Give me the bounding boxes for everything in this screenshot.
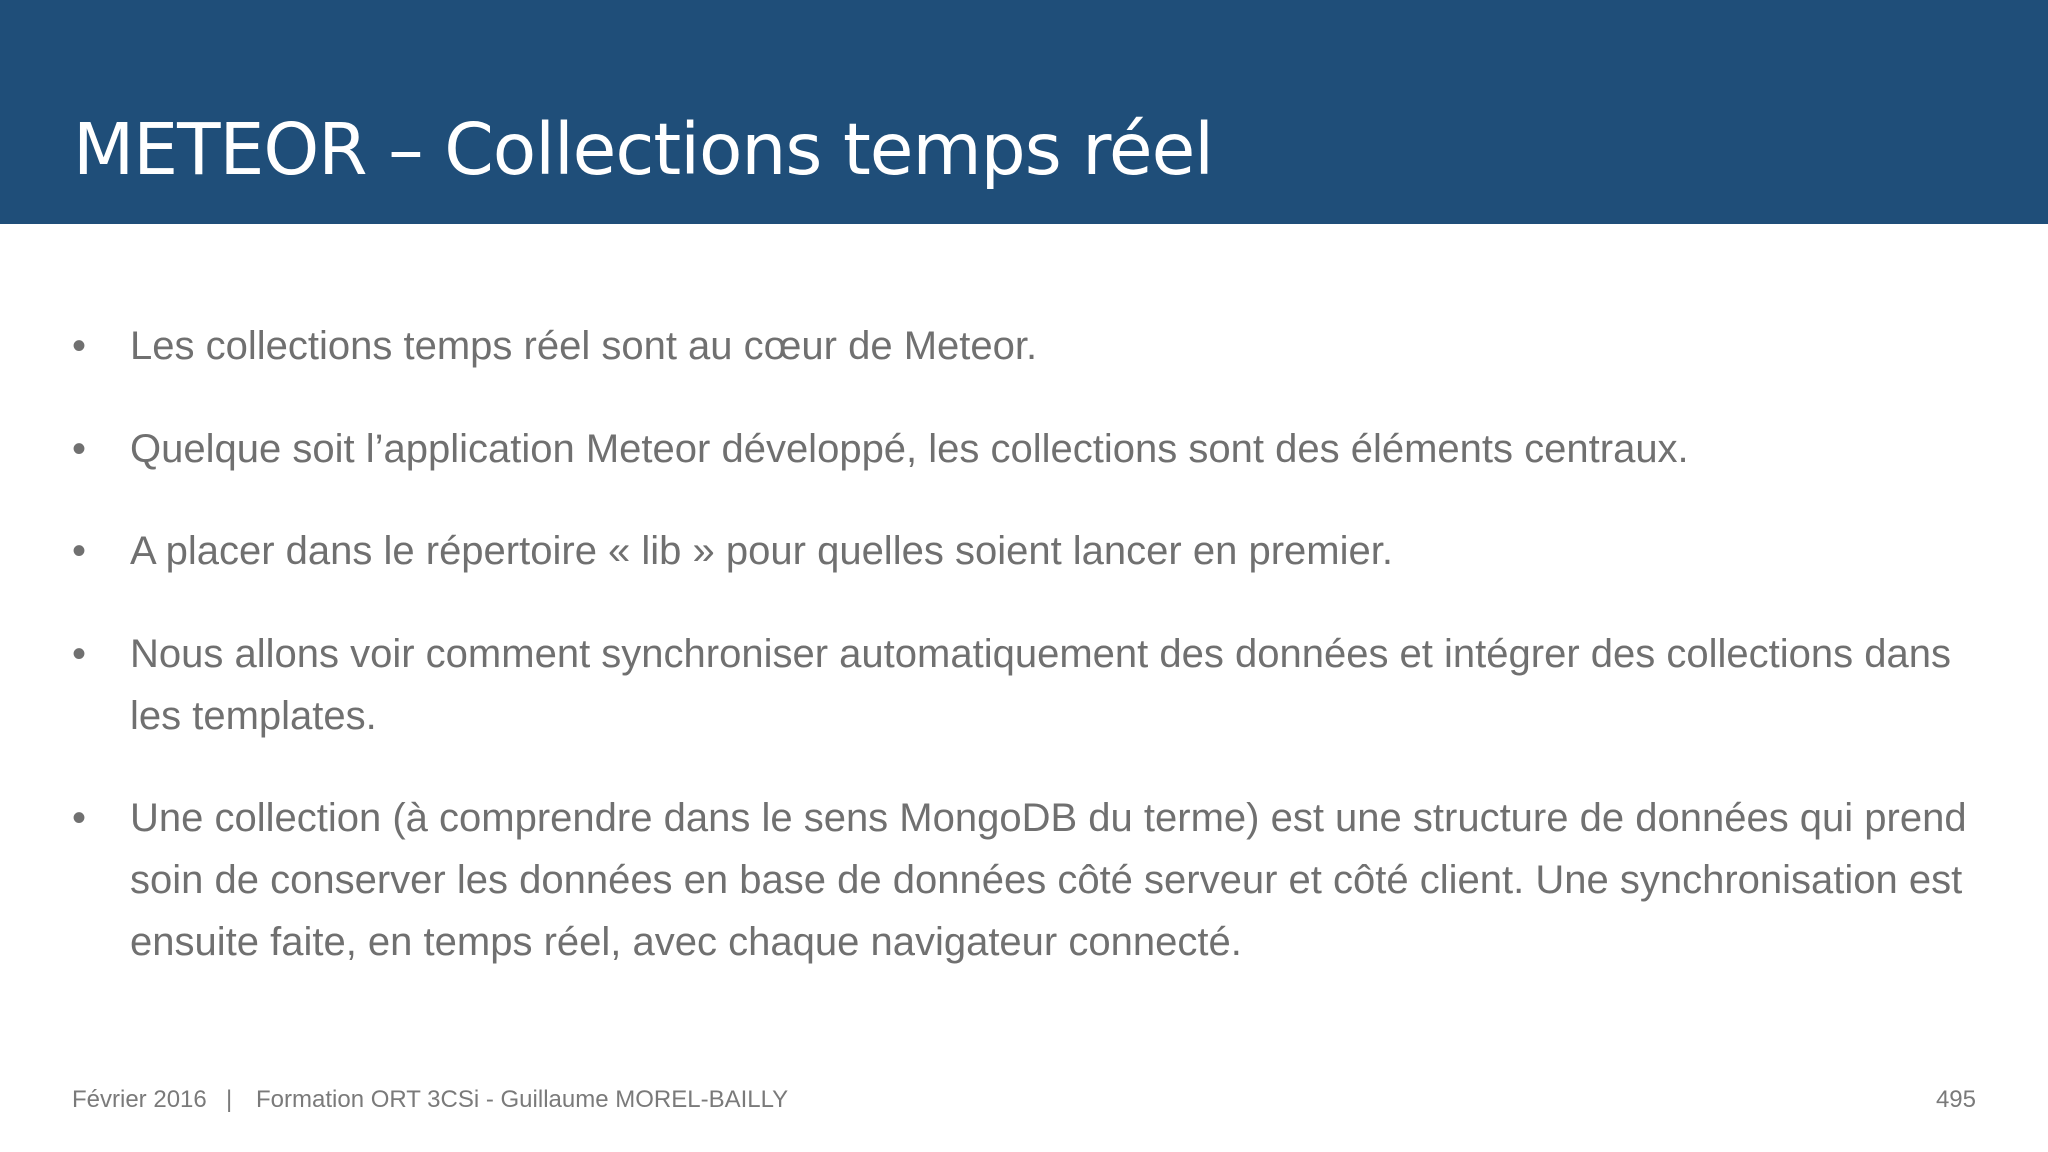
footer-course: Formation ORT 3CSi - Guillaume MOREL-BAILLY — [256, 1086, 789, 1113]
bullet-dot: • — [72, 796, 87, 840]
bullet-item — [72, 623, 1990, 747]
bullet-item — [72, 520, 1990, 582]
footer-date: Février 2016 — [72, 1086, 207, 1113]
bullet-item — [72, 787, 1990, 973]
bullet-text: Quelque soit l’application Meteor développé, les collections sont des éléments centraux. — [130, 427, 1689, 471]
bullet-dot: • — [72, 324, 87, 368]
bullet-text: Les collections temps réel sont au cœur de Meteor. — [130, 324, 1038, 368]
bullet-text: A placer dans le répertoire « lib » pour quelles soient lancer en premier. — [130, 529, 1393, 573]
bullet-text: Une collection (à comprendre dans le sens MongoDB du terme) est une structure de données qui prend soin de conserver les données en base de données côté serveur et côté client. Une synchronisation est ensuite faite, en temps réel, avec chaque navigateur connecté. — [130, 796, 1967, 964]
bullet-dot: • — [72, 427, 87, 471]
slide-title: METEOR – Collections temps réel — [73, 108, 1213, 191]
footer-page-number: 495 — [1935, 1086, 1976, 1113]
bullet-item — [72, 315, 1990, 377]
footer-separator: | — [226, 1086, 233, 1113]
bullet-dot: • — [72, 632, 87, 676]
bullet-dot: • — [72, 529, 87, 573]
bullet-item — [72, 418, 1990, 480]
bullet-text: Nous allons voir comment synchroniser automatiquement des données et intégrer des collections dans les templates. — [130, 632, 1951, 738]
